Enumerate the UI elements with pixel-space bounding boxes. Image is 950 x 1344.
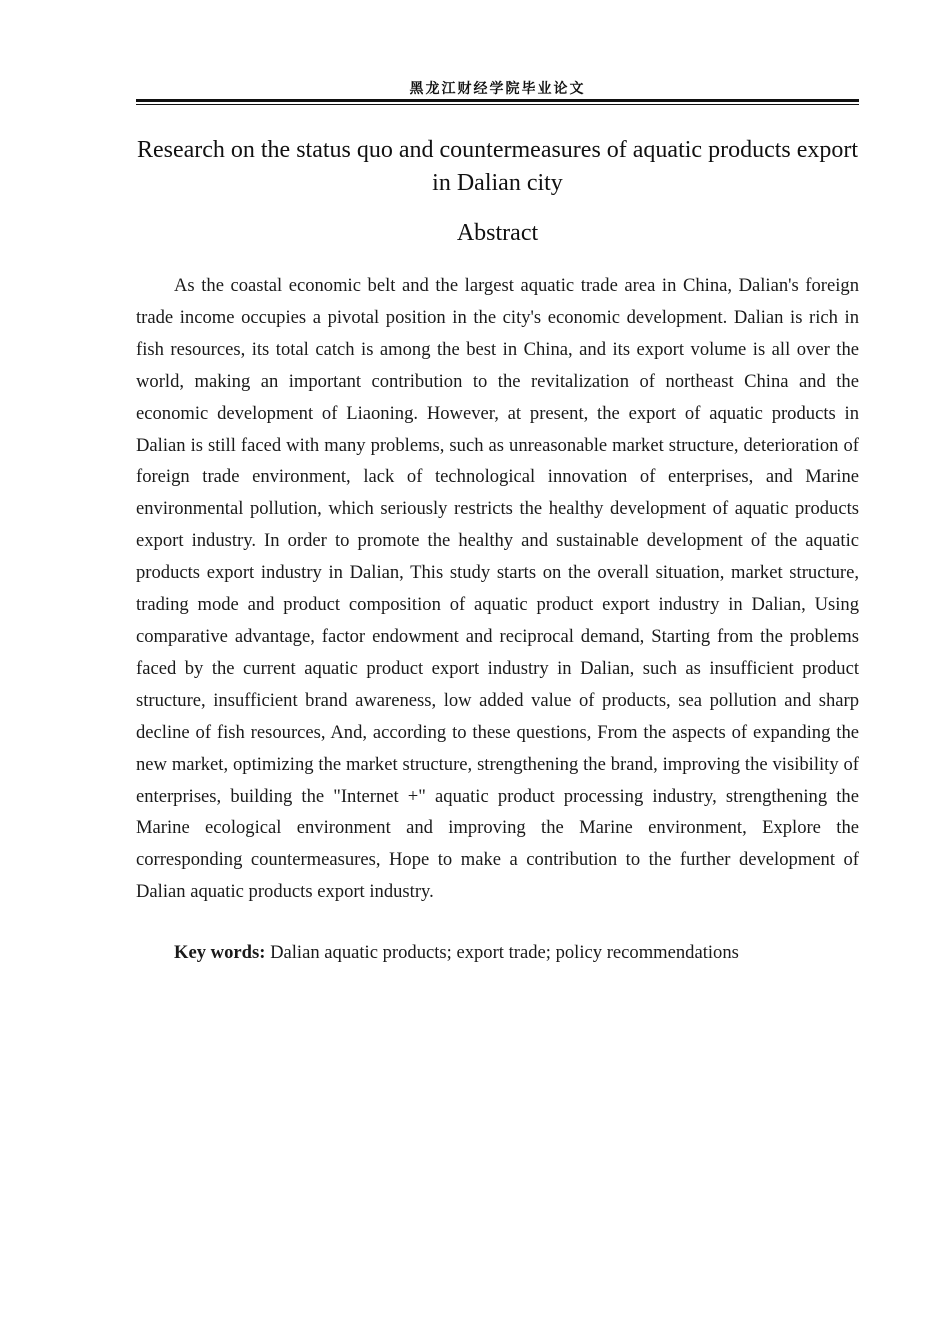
header-rule-thick — [136, 99, 859, 102]
keywords-label: Key words: — [174, 942, 266, 963]
keywords-value: Dalian aquatic products; export trade; policy recommendations — [265, 942, 739, 963]
paper-title: Research on the status quo and countermeasures of aquatic products export in Dalian city — [136, 137, 859, 196]
keywords-line — [174, 937, 859, 968]
running-header: 黑龙江财经学院毕业论文 — [409, 81, 586, 97]
header-rule-thin — [136, 104, 859, 105]
abstract-body: As the coastal economic belt and the largest aquatic trade area in China, Dalian's foreign trade income occupies a pivotal position in the city's economic development. Dalian is rich in fish resources, its total catch is among the best in China, and its export volume is all over the world, making an important contribution to the revitalization of northeast China and the economic development of Liaoning. However, at present, the export of aquatic products in Dalian is still faced with many problems, such as unreasonable market structure, deterioration of foreign trade environment, lack of technological innovation of enterprises, and Marine environmental pollution, which seriously restricts the healthy development of aquatic products export industry. In order to promote the healthy and sustainable development of the aquatic products export industry in Dalian, This study starts on the overall situation, market structure, trading mode and product composition of aquatic product export industry in Dalian, Using comparative advantage, factor endowment and reciprocal demand, Starting from the problems faced by the current aquatic product export industry in Dalian, such as insufficient product structure, insufficient brand awareness, low added value of products, sea pollution and sharp decline of fish resources, And, according to these questions, From the aspects of expanding the new market, optimizing the market structure, strengthening the brand, improving the visibility of enterprises, building the "Internet +" aquatic product processing industry, strengthening the Marine ecological environment and improving the Marine environment, Explore the corresponding countermeasures, Hope to make a contribution to the further development of Dalian aquatic products export industry. — [136, 275, 859, 903]
abstract-heading: Abstract — [456, 220, 539, 246]
